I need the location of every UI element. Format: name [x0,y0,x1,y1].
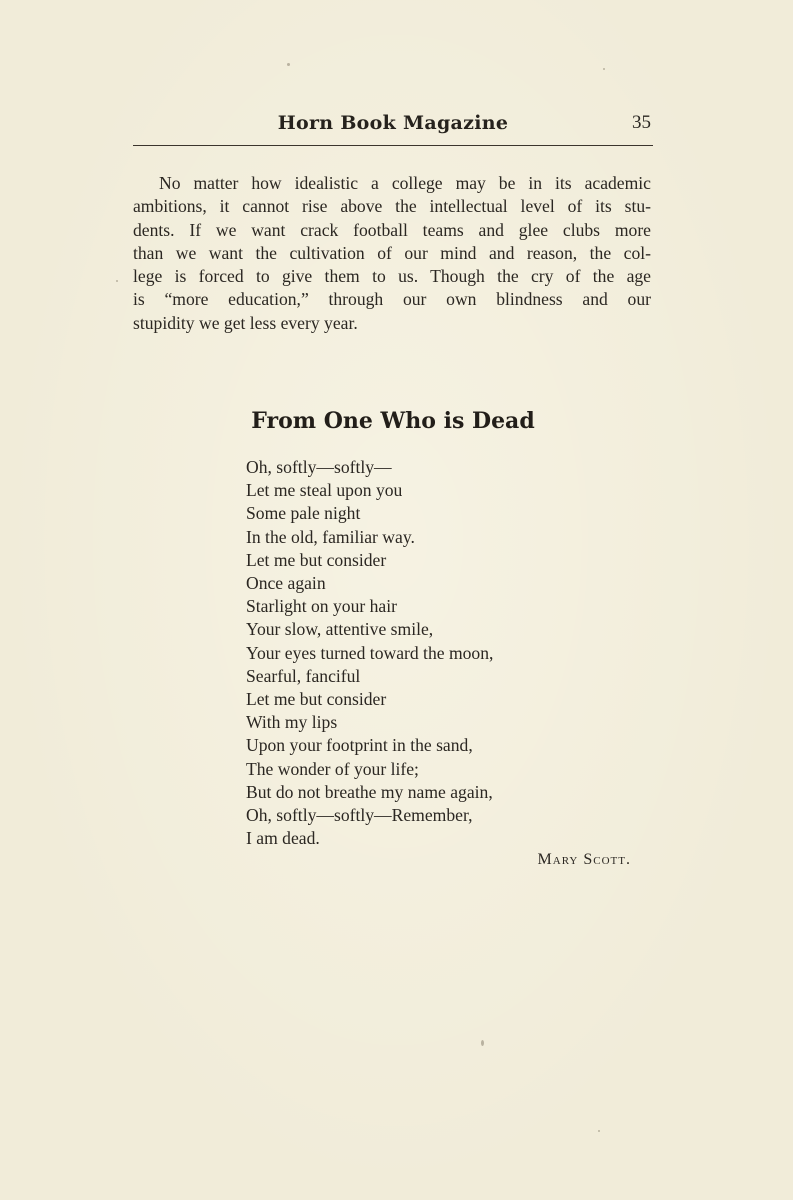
paper-speck [481,1040,484,1046]
essay-line: lege is forced to give them to us. Though the cry of the age [133,266,651,287]
essay-line: than we want the cultivation of our mind and reason, the col- [133,242,651,263]
header-rule [133,145,653,146]
essay-line: stupidity we get less every year. [133,312,358,333]
essay-line: dents. If we want crack football teams and glee clubs more [133,219,651,240]
essay-line: is “more education,” through our own blindness and our [133,289,651,310]
poem-line: With my lips [246,712,338,733]
poem-line: Your slow, attentive smile, [246,619,434,640]
poem-line: Let me steal upon you [246,480,403,501]
essay-line: No matter how idealistic a college may be in its academic [159,173,651,193]
poem-line: Let me but consider [246,549,387,570]
poem-line: Oh, softly—softly—Remember, [246,805,473,826]
paper-speck [287,63,290,66]
poem-line: Let me but consider [246,689,387,710]
poem-line: In the old, familiar way. [246,526,415,547]
essay-line: ambitions, it cannot rise above the intellectual level of its stu- [133,196,651,217]
paper-speck [603,68,605,70]
poem-line: Your eyes turned toward the moon, [246,642,494,663]
poem-line: The wonder of your life; [246,758,419,779]
poem-line: Upon your footprint in the sand, [246,735,473,756]
essay-paragraph [133,172,651,335]
running-title: Horn Book Magazine [277,112,509,134]
running-header [133,110,653,146]
poem-line: I am dead. [246,828,320,849]
poem-line: But do not breathe my name again, [246,781,493,802]
poem-line: Searful, fanciful [246,665,361,686]
paper-speck [598,1130,600,1132]
poem-line: Once again [246,573,326,594]
poem-title: From One Who is Dead [251,408,535,434]
poem-line: Some pale night [246,503,361,524]
poem-body [246,456,493,850]
poem-author: Mary Scott. [537,851,631,868]
poem-line: Oh, softly—softly— [246,457,392,477]
paper-speck [116,280,118,282]
page-number: 35 [632,112,651,133]
poem-line: Starlight on your hair [246,596,397,617]
